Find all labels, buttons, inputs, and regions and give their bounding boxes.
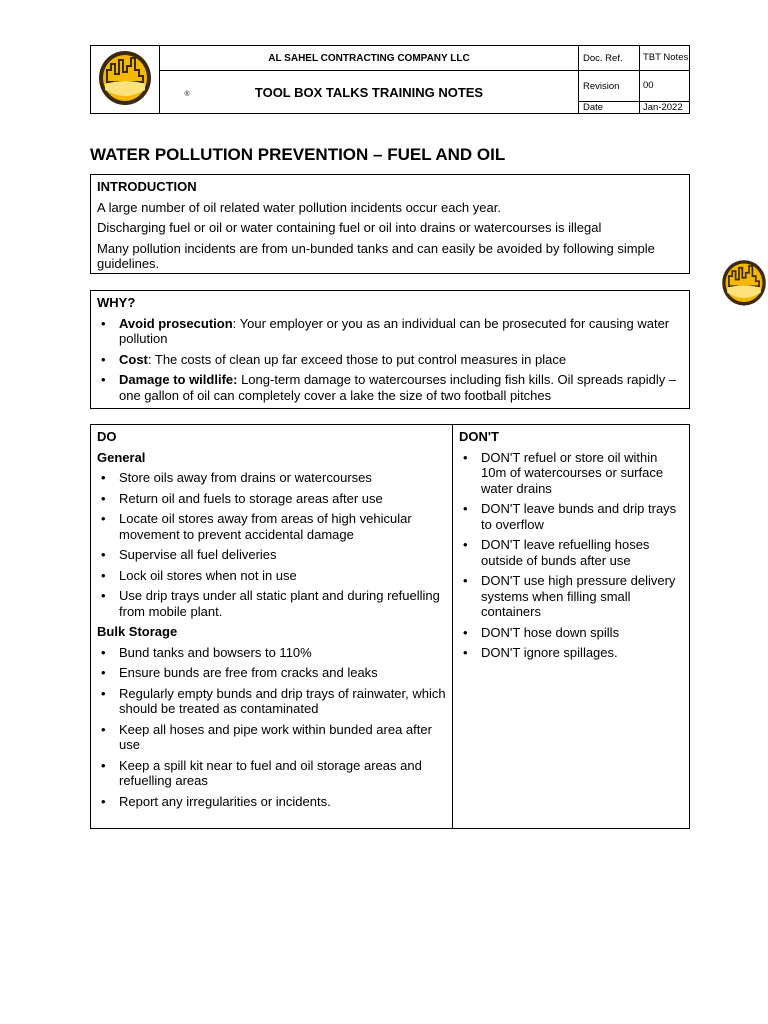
item-text: DON'T refuel or store oil within 10m of watercourses or surface water drains bbox=[481, 449, 664, 496]
bullet: • bbox=[101, 757, 106, 773]
bullet: • bbox=[101, 567, 106, 583]
revision-value: 00 bbox=[640, 71, 690, 102]
registered-mark: ® bbox=[184, 90, 190, 98]
item-text: Regularly empty bunds and drip trays of rainwater, which should be treated as contaminated bbox=[119, 685, 446, 716]
item-text: Return oil and fuels to storage areas after use bbox=[119, 490, 383, 506]
date-label: Date bbox=[579, 102, 640, 114]
item-text: DON'T leave refuelling hoses outside of bunds after use bbox=[481, 537, 650, 568]
do-column bbox=[91, 425, 453, 828]
bullet: • bbox=[101, 793, 106, 809]
item-bold: Avoid prosecution bbox=[119, 315, 233, 331]
item-text: Store oils away from drains or watercourses bbox=[119, 470, 372, 485]
bullet: • bbox=[101, 372, 106, 387]
list-item bbox=[97, 511, 446, 542]
item-text: Long-term damage to watercourses including fish kills. Oil spreads rapidly – one gallon of oil can completely cover a lake the size of two football pitches bbox=[119, 372, 677, 403]
dont-list bbox=[459, 450, 683, 661]
bullet: • bbox=[101, 511, 106, 526]
bullet: • bbox=[101, 547, 106, 562]
item-text: : The costs of clean up far exceed those to put control measures in place bbox=[147, 351, 567, 367]
revision-label: Revision bbox=[579, 71, 640, 102]
item-text: DON'T leave bunds and drip trays to overflow bbox=[481, 501, 677, 532]
bullet: • bbox=[101, 721, 106, 737]
company-name: AL SAHEL CONTRACTING COMPANY LLC bbox=[160, 46, 579, 71]
bullet: • bbox=[101, 315, 106, 331]
bullet: • bbox=[463, 537, 468, 552]
item-text: Bund tanks and bowsers to 110% bbox=[119, 644, 312, 660]
bullet: • bbox=[463, 645, 468, 660]
bullet: • bbox=[101, 470, 106, 485]
item-text: Ensure bunds are free from cracks and leaks bbox=[119, 665, 378, 680]
why-heading: WHY? bbox=[97, 295, 136, 310]
bulk-storage-heading: Bulk Storage bbox=[97, 624, 178, 639]
bullet: • bbox=[463, 624, 468, 640]
list-item bbox=[97, 316, 683, 347]
dont-column bbox=[453, 425, 689, 828]
item-text: DON'T hose down spills bbox=[481, 624, 620, 640]
general-list bbox=[97, 470, 446, 619]
item-text: Keep a spill kit near to fuel and oil storage areas and refuelling areas bbox=[119, 757, 422, 788]
list-item bbox=[97, 372, 683, 403]
doc-ref-value: TBT Notes bbox=[640, 46, 690, 71]
doc-ref-label: Doc. Ref. bbox=[579, 46, 640, 71]
list-item bbox=[97, 470, 446, 486]
date-value: Jan-2022 bbox=[640, 102, 690, 114]
list-item bbox=[97, 686, 446, 717]
page-title: WATER POLLUTION PREVENTION – FUEL AND OIL bbox=[90, 145, 506, 164]
list-item bbox=[459, 537, 683, 568]
list-item bbox=[97, 794, 446, 810]
introduction-section bbox=[90, 174, 690, 274]
list-item bbox=[97, 547, 446, 563]
list-item bbox=[97, 588, 446, 619]
company-logo-icon bbox=[95, 46, 155, 108]
item-text: Keep all hoses and pipe work within bunded area after use bbox=[119, 721, 432, 752]
list-item bbox=[97, 758, 446, 789]
list-item bbox=[97, 645, 446, 661]
item-text: Report any irregularities or incidents. bbox=[119, 793, 331, 809]
item-text: Use drip trays under all static plant and during refuelling from mobile plant. bbox=[119, 588, 440, 619]
item-text: DON'T ignore spillages. bbox=[481, 645, 618, 660]
side-logo-icon bbox=[718, 256, 768, 308]
bullet: • bbox=[101, 665, 106, 680]
list-item bbox=[459, 625, 683, 641]
item-text: DON'T use high pressure delivery systems when filling small containers bbox=[481, 573, 676, 619]
intro-line: A large number of oil related water pollution incidents occur each year. bbox=[97, 199, 501, 215]
item-bold: Cost bbox=[119, 351, 148, 367]
item-text: Lock oil stores when not in use bbox=[119, 567, 297, 583]
list-item bbox=[97, 352, 683, 368]
bullet: • bbox=[101, 588, 106, 603]
list-item bbox=[459, 573, 683, 620]
why-list bbox=[97, 316, 683, 404]
do-heading: DO bbox=[97, 429, 117, 444]
general-heading: General bbox=[97, 449, 146, 465]
bulk-storage-list bbox=[97, 645, 446, 810]
intro-line: Many pollution incidents are from un-bunded tanks and can easily be avoided by following simple guidelines. bbox=[97, 240, 655, 271]
bullet: • bbox=[101, 685, 106, 701]
bullet: • bbox=[101, 351, 106, 367]
document-subtitle: TOOL BOX TALKS TRAINING NOTES bbox=[160, 71, 579, 114]
item-text: Locate oil stores away from areas of high vehicular movement to prevent accidental damage bbox=[119, 511, 412, 542]
list-item bbox=[97, 491, 446, 507]
list-item bbox=[97, 665, 446, 681]
list-item bbox=[459, 645, 683, 661]
item-text: : Your employer or you as an individual can be prosecuted for causing water pollution bbox=[119, 315, 670, 346]
bullet: • bbox=[463, 573, 468, 588]
list-item bbox=[97, 722, 446, 753]
intro-line: Discharging fuel or oil or water containing fuel or oil into drains or watercourses is illegal bbox=[97, 220, 602, 235]
document-header bbox=[90, 45, 690, 114]
list-item bbox=[97, 568, 446, 584]
list-item bbox=[459, 501, 683, 532]
item-text: Supervise all fuel deliveries bbox=[119, 547, 277, 562]
dont-heading: DON'T bbox=[459, 429, 499, 444]
do-dont-section bbox=[90, 424, 690, 829]
list-item bbox=[459, 450, 683, 497]
bullet: • bbox=[101, 490, 106, 506]
item-bold: Damage to wildlife: bbox=[119, 372, 238, 387]
why-section bbox=[90, 290, 690, 409]
introduction-heading: INTRODUCTION bbox=[97, 179, 197, 194]
company-logo-cell bbox=[91, 46, 190, 114]
bullet: • bbox=[101, 644, 106, 660]
bullet: • bbox=[463, 449, 468, 465]
bullet: • bbox=[463, 501, 468, 516]
